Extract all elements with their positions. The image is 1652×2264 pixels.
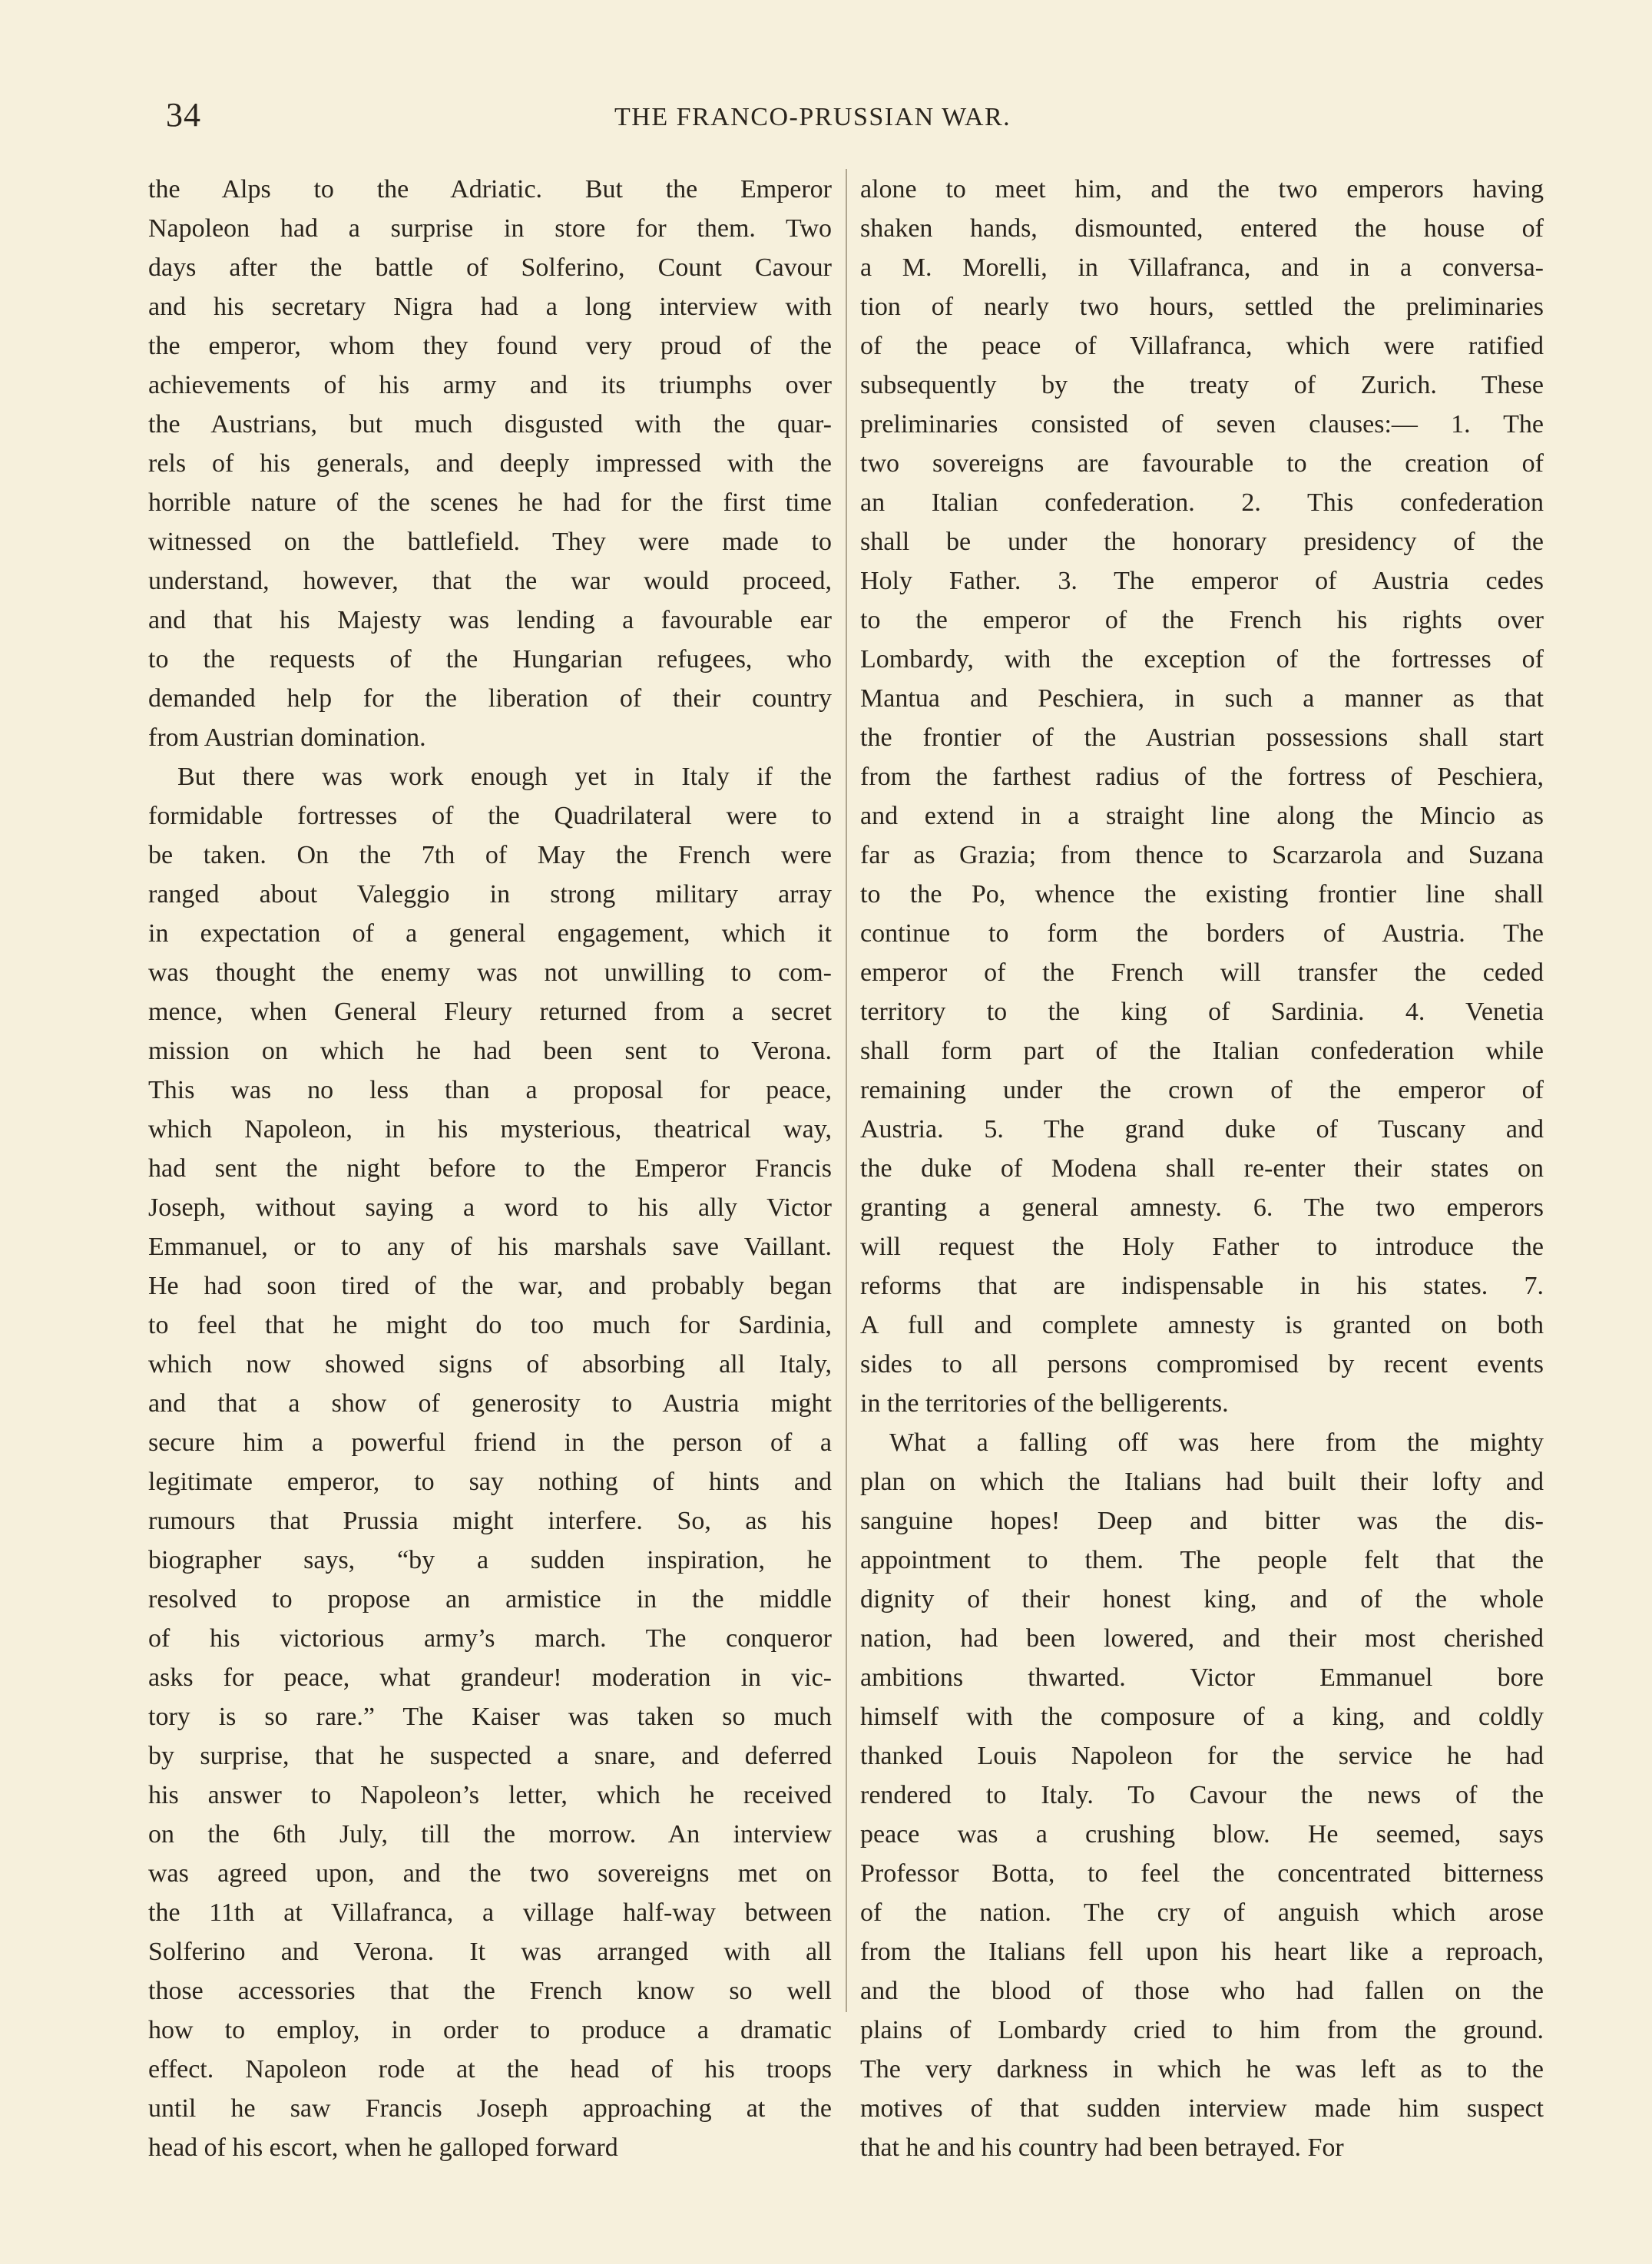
text-line: shall be under the honorary presidency of the [860,528,1544,556]
text-line: tory is so rare.” The Kaiser was taken so much [148,1703,832,1731]
text-line: from the Italians fell upon his heart like a reproach, [860,1938,1544,1966]
text-line: emperor of the French will transfer the ceded [860,958,1544,987]
text-line: Austria. 5. The grand duke of Tuscany and [860,1115,1544,1144]
text-line: remaining under the crown of the emperor of [860,1076,1544,1104]
text-line: achievements of his army and its triumphs over [148,371,832,399]
text-line: witnessed on the battlefield. They were made to [148,528,832,556]
text-line: peace was a crushing blow. He seemed, says [860,1820,1544,1849]
text-line: Emmanuel, or to any of his marshals save Vaillant. [148,1233,832,1261]
text-line: from the farthest radius of the fortress of Peschiera, [860,763,1544,791]
text-line: Joseph, without saying a word to his ally Victor [148,1193,832,1222]
text-line: Lombardy, with the exception of the fortresses of [860,645,1544,674]
text-line: two sovereigns are favourable to the creation of [860,449,1544,478]
text-line: the 11th at Villafranca, a village half-way between [148,1898,832,1927]
text-line: motives of that sudden interview made him suspect [860,2094,1544,2123]
column-divider [846,169,847,2012]
text-line: head of his escort, when he galloped forward [148,2133,618,2162]
text-line: had sent the night before to the Emperor Francis [148,1154,832,1183]
text-line: and his secretary Nigra had a long interview with [148,293,832,321]
text-line: continue to form the borders of Austria. The [860,919,1544,948]
text-line: ambitions thwarted. Victor Emmanuel bore [860,1663,1544,1692]
text-line: horrible nature of the scenes he had for the first time [148,488,832,517]
text-line: himself with the composure of a king, and coldly [860,1703,1544,1731]
text-line: He had soon tired of the war, and probably began [148,1272,832,1300]
text-line: rendered to Italy. To Cavour the news of the [860,1781,1544,1809]
text-line: be taken. On the 7th of May the French were [148,841,832,869]
text-line: of his victorious army’s march. The conqueror [148,1624,832,1653]
text-line: asks for peace, what grandeur! moderation in vic- [148,1663,832,1692]
text-line: and that a show of generosity to Austria might [148,1389,832,1418]
text-line: rumours that Prussia might interfere. So, as his [148,1507,832,1535]
text-line: demanded help for the liberation of their country [148,684,832,713]
right-text-column [860,170,1544,2167]
text-line: secure him a powerful friend in the person of a [148,1428,832,1457]
text-line: on the 6th July, till the morrow. An interview [148,1820,832,1849]
text-line: that he and his country had been betrayed. For [860,2133,1344,2162]
text-line: of the nation. The cry of anguish which arose [860,1898,1544,1927]
text-line: subsequently by the treaty of Zurich. These [860,371,1544,399]
text-line: far as Grazia; from thence to Scarzarola and Suzana [860,841,1544,869]
text-line: those accessories that the French know so well [148,1977,832,2005]
text-line: What a falling off was here from the mighty [889,1428,1544,1457]
text-line: to the requests of the Hungarian refugees, who [148,645,832,674]
text-line: dignity of their honest king, and of the whole [860,1585,1544,1614]
text-line: plan on which the Italians had built their lofty and [860,1468,1544,1496]
text-line: preliminaries consisted of seven clauses:— 1. The [860,410,1544,439]
text-line: effect. Napoleon rode at the head of his troops [148,2055,832,2084]
text-line: the emperor, whom they found very proud of the [148,332,832,360]
text-line: legitimate emperor, to say nothing of hints and [148,1468,832,1496]
text-line: until he saw Francis Joseph approaching at the [148,2094,832,2123]
text-line: to the emperor of the French his rights over [860,606,1544,634]
text-line: appointment to them. The people felt that the [860,1546,1544,1574]
text-line: from Austrian domination. [148,723,426,752]
text-line: will request the Holy Father to introduce the [860,1233,1544,1261]
text-line: rels of his generals, and deeply impressed with the [148,449,832,478]
text-line: how to employ, in order to produce a dramatic [148,2016,832,2044]
text-line: mission on which he had been sent to Verona. [148,1037,832,1065]
left-text-column [148,170,832,2167]
text-line: Napoleon had a surprise in store for them. Two [148,214,832,243]
text-line: alone to meet him, and the two emperors having [860,175,1544,204]
text-line: formidable fortresses of the Quadrilateral were to [148,802,832,830]
text-line: shaken hands, dismounted, entered the house of [860,214,1544,243]
text-line: granting a general amnesty. 6. The two emperors [860,1193,1544,1222]
text-line: of the peace of Villafranca, which were ratified [860,332,1544,360]
text-line: which Napoleon, in his mysterious, theatrical way, [148,1115,832,1144]
text-line: resolved to propose an armistice in the middle [148,1585,832,1614]
running-title: THE FRANCO-PRUSSIAN WAR. [614,103,1011,131]
text-line: Professor Botta, to feel the concentrated bitterness [860,1859,1544,1888]
text-line: nation, had been lowered, and their most cherished [860,1624,1544,1653]
text-line: reforms that are indispensable in his states. 7. [860,1272,1544,1300]
text-line: a M. Morelli, in Villafranca, and in a conversa- [860,253,1544,282]
text-line: sides to all persons compromised by recent events [860,1350,1544,1379]
text-line: to the Po, whence the existing frontier line shall [860,880,1544,909]
text-line: The very darkness in which he was left as to the [860,2055,1544,2084]
text-line: biographer says, “by a sudden inspiration, he [148,1546,832,1574]
text-line: This was no less than a proposal for peace, [148,1076,832,1104]
text-line: territory to the king of Sardinia. 4. Venetia [860,998,1544,1026]
text-line: to feel that he might do too much for Sardinia, [148,1311,832,1339]
text-line: shall form part of the Italian confederation while [860,1037,1544,1065]
text-line: plains of Lombardy cried to him from the ground. [860,2016,1544,2044]
text-line: tion of nearly two hours, settled the preliminaries [860,293,1544,321]
text-line: his answer to Napoleon’s letter, which he received [148,1781,832,1809]
text-line: Holy Father. 3. The emperor of Austria cedes [860,567,1544,595]
text-line: an Italian confederation. 2. This confederation [860,488,1544,517]
text-line: and extend in a straight line along the Mincio as [860,802,1544,830]
text-line: mence, when General Fleury returned from a secret [148,998,832,1026]
text-line: was agreed upon, and the two sovereigns met on [148,1859,832,1888]
text-line: understand, however, that the war would proceed, [148,567,832,595]
text-line: in the territories of the belligerents. [860,1389,1229,1418]
text-line: the Alps to the Adriatic. But the Emperor [148,175,832,204]
text-line: But there was work enough yet in Italy if the [177,763,832,791]
text-line: sanguine hopes! Deep and bitter was the dis- [860,1507,1544,1535]
text-line: the Austrians, but much disgusted with the quar- [148,410,832,439]
page-number: 34 [166,96,201,134]
text-line: A full and complete amnesty is granted on both [860,1311,1544,1339]
text-line: in expectation of a general engagement, which it [148,919,832,948]
text-line: the duke of Modena shall re-enter their states on [860,1154,1544,1183]
text-line: Solferino and Verona. It was arranged with all [148,1938,832,1966]
text-line: was thought the enemy was not unwilling to com- [148,958,832,987]
text-line: by surprise, that he suspected a snare, and deferred [148,1742,832,1770]
text-line: the frontier of the Austrian possessions shall start [860,723,1544,752]
text-line: thanked Louis Napoleon for the service he had [860,1742,1544,1770]
text-line: days after the battle of Solferino, Count Cavour [148,253,832,282]
text-line: and the blood of those who had fallen on the [860,1977,1544,2005]
text-line: ranged about Valeggio in strong military array [148,880,832,909]
text-line: which now showed signs of absorbing all Italy, [148,1350,832,1379]
text-line: and that his Majesty was lending a favourable ear [148,606,832,634]
text-line: Mantua and Peschiera, in such a manner as that [860,684,1544,713]
